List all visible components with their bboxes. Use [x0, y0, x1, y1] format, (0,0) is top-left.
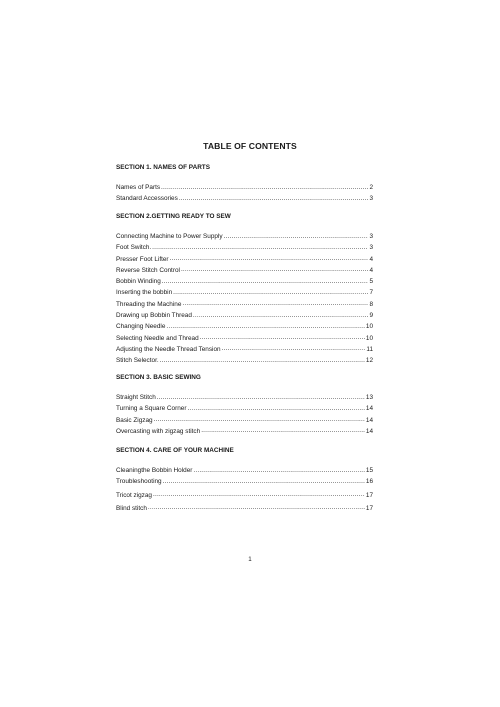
page-title: TABLE OF CONTENTS — [203, 141, 297, 151]
toc-entry-label: Drawing up Bobbin Thread — [116, 312, 192, 320]
toc-entry-page: 9 — [369, 312, 373, 320]
toc-entry — [116, 254, 373, 265]
section-heading: SECTION 1. NAMES OF PARTS — [116, 164, 210, 171]
toc-entry-label: Reverse Stitch Control — [116, 266, 180, 274]
toc-entry-page: 7 — [369, 289, 373, 297]
toc-entry — [116, 333, 373, 344]
toc-entry-page: 15 — [365, 467, 373, 474]
toc-entry-label: Straight Stitch — [116, 394, 156, 401]
toc-entry — [116, 310, 373, 321]
dot-leader — [173, 287, 368, 298]
toc-entry-label: Presser Foot Lifter — [116, 255, 169, 263]
toc-entry-page: 4 — [369, 255, 373, 263]
toc-entry-label: Basic Zigzag — [116, 416, 153, 424]
dot-leader — [160, 355, 365, 366]
section-1 — [116, 163, 373, 205]
toc-entry — [116, 182, 373, 193]
dot-leader — [201, 425, 365, 436]
toc-entry-page: 14 — [365, 416, 373, 424]
toc-entry — [116, 276, 373, 287]
toc-entry-label: Names of Parts — [116, 184, 161, 191]
dot-leader — [161, 182, 368, 193]
toc-entry-label: Cleaningthe Bobbin Holder — [116, 467, 193, 474]
toc-entry-label: Inserting the bobbin — [116, 289, 173, 297]
toc-entry-label: Overcasting with zigzag stitch — [116, 427, 201, 435]
dot-leader — [157, 392, 365, 403]
dot-leader — [162, 276, 369, 287]
toc-entry — [116, 193, 373, 204]
dot-leader — [148, 502, 365, 513]
dot-leader — [179, 193, 369, 204]
toc-entry-page: 5 — [369, 278, 373, 286]
section-heading: SECTION 2.GETTING READY TO SEW — [116, 213, 231, 220]
toc-entry-label: Blind stitch — [116, 504, 147, 512]
toc-entry-page: 14 — [365, 427, 373, 435]
toc-entry-label: Turning a Square Corner — [116, 405, 187, 413]
toc-entry — [116, 426, 373, 437]
dot-leader — [153, 489, 365, 500]
toc-entry-page: 3 — [369, 244, 373, 252]
toc-entry — [116, 344, 373, 355]
toc-entry-page: 12 — [365, 357, 373, 365]
section-heading: SECTION 4. CARE OF YOUR MACHINE — [116, 447, 234, 454]
section-3 — [116, 373, 373, 437]
toc-entry-label: Selecting Needle and Thread — [116, 334, 199, 342]
toc-entry-label: Troubleshooting — [116, 478, 162, 486]
dot-leader — [222, 343, 366, 354]
toc-entry — [116, 415, 373, 426]
toc-entry-label: Tricot zigzag — [116, 491, 152, 499]
toc-entry-page: 17 — [365, 491, 373, 499]
toc-entry — [116, 321, 373, 332]
dot-leader — [170, 253, 369, 264]
toc-entry-label: Adjusting the Needle Thread Tension — [116, 345, 221, 353]
dot-leader — [224, 231, 369, 242]
toc-entry-page: 8 — [369, 300, 373, 308]
toc-entry-page: 3 — [369, 233, 373, 240]
toc-entry-page: 11 — [366, 345, 373, 353]
toc-entry — [116, 476, 373, 487]
page-number: 1 — [248, 556, 252, 563]
dot-leader — [187, 403, 364, 414]
dot-leader — [166, 321, 365, 332]
toc-entry-label: Bobbin Winding — [116, 278, 161, 286]
toc-entry-label: Standard Accessories — [116, 195, 178, 203]
toc-entry-label: Threading the Machine — [116, 300, 182, 308]
toc-entry-page: 10 — [365, 334, 373, 342]
toc-entry-label: Stitch Selector. — [116, 357, 159, 365]
toc-entry — [116, 392, 373, 403]
section-4 — [116, 446, 373, 514]
toc-entry-label: Foot Switch. — [116, 244, 152, 252]
dot-leader — [182, 298, 368, 309]
dot-leader — [154, 414, 365, 425]
toc-entry — [116, 299, 373, 310]
toc-entry-label: Changing Needle — [116, 323, 166, 331]
dot-leader — [163, 476, 365, 487]
toc-entry-page: 17 — [365, 504, 373, 512]
toc-entry — [116, 355, 373, 366]
toc-entry-page: 2 — [369, 184, 373, 191]
toc-entry — [116, 465, 373, 476]
toc-entry-page: 13 — [365, 394, 373, 401]
toc-entry-page: 3 — [369, 195, 373, 203]
dot-leader — [181, 264, 369, 275]
toc-entry — [116, 287, 373, 298]
toc-entry — [116, 490, 373, 501]
section-heading: SECTION 3. BASIC SEWING — [116, 374, 201, 381]
dot-leader — [200, 332, 365, 343]
toc-entry-page: 16 — [365, 478, 373, 486]
toc-entry — [116, 231, 373, 242]
section-2 — [116, 212, 373, 367]
toc-entry-page: 10 — [365, 323, 373, 331]
toc-entry — [116, 403, 373, 414]
dot-leader — [193, 465, 365, 476]
toc-entry — [116, 503, 373, 514]
dot-leader — [152, 242, 368, 253]
toc-entry-page: 4 — [369, 266, 373, 274]
toc-entry — [116, 265, 373, 276]
toc-entry — [116, 242, 373, 253]
toc-entry-page: 14 — [365, 405, 373, 413]
toc-entry-label: Connecting Machine to Power Supply — [116, 233, 223, 240]
dot-leader — [193, 310, 369, 321]
